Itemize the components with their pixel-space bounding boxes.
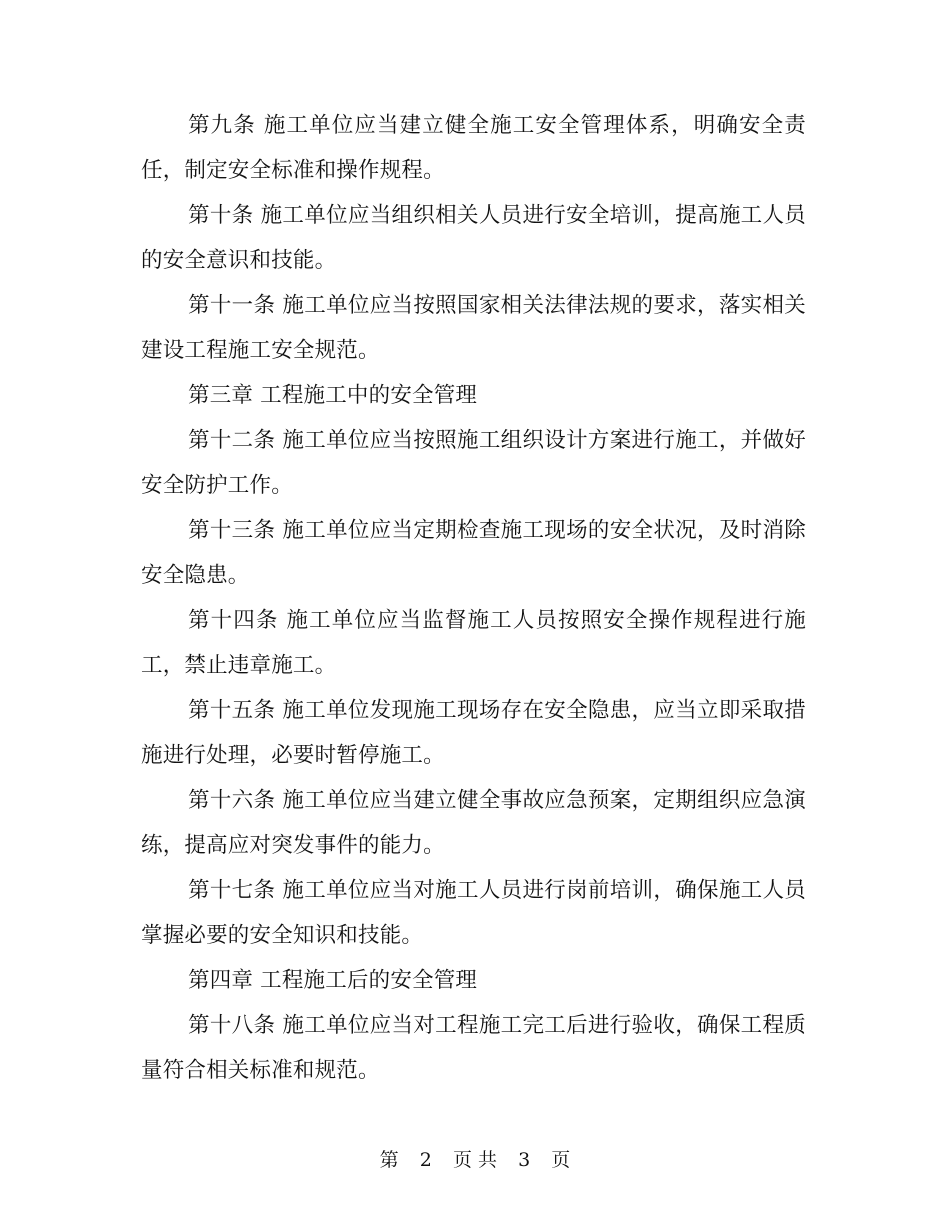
total-pages-number: 3 [518, 1149, 531, 1171]
article-paragraph: 第十二条 施工单位应当按照施工组织设计方案进行施工，并做好安全防护工作。 [141, 428, 806, 498]
article-paragraph: 第十一条 施工单位应当按照国家相关法律法规的要求，落实相关建设工程施工安全规范。 [141, 293, 806, 363]
current-page-number: 2 [419, 1149, 432, 1171]
page-footer [0, 1148, 950, 1172]
chapter-heading: 第四章 工程施工后的安全管理 [188, 968, 478, 993]
article-paragraph: 第九条 施工单位应当建立健全施工安全管理体系，明确安全责任，制定安全标准和操作规程。 [141, 113, 806, 183]
page-label-mid: 页 共 [452, 1149, 498, 1171]
article-paragraph: 第十四条 施工单位应当监督施工人员按照安全操作规程进行施工，禁止违章施工。 [141, 608, 806, 678]
article-paragraph: 第十七条 施工单位应当对施工人员进行岗前培训，确保施工人员掌握必要的安全知识和技能。 [141, 878, 806, 948]
page-label-prefix: 第 [379, 1149, 399, 1171]
article-paragraph: 第十五条 施工单位发现施工现场存在安全隐患，应当立即采取措施进行处理，必要时暂停施工。 [141, 698, 806, 768]
chapter-heading: 第三章 工程施工中的安全管理 [188, 383, 478, 408]
article-paragraph: 第十八条 施工单位应当对工程施工完工后进行验收，确保工程质量符合相关标准和规范。 [141, 1013, 806, 1083]
document-body [141, 103, 806, 1093]
article-paragraph: 第十三条 施工单位应当定期检查施工现场的安全状况，及时消除安全隐患。 [141, 518, 806, 588]
article-paragraph: 第十六条 施工单位应当建立健全事故应急预案，定期组织应急演练，提高应对突发事件的能力。 [141, 788, 806, 858]
page-label-suffix: 页 [551, 1149, 571, 1171]
article-paragraph: 第十条 施工单位应当组织相关人员进行安全培训，提高施工人员的安全意识和技能。 [141, 203, 806, 273]
